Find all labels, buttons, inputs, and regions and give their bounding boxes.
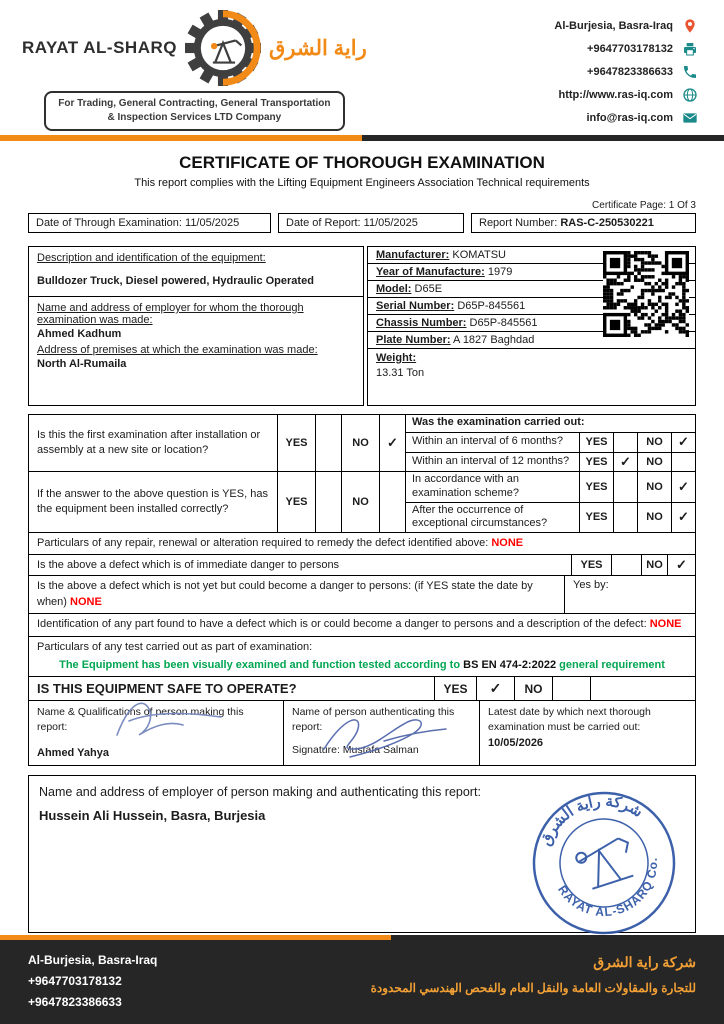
identification-text: Identification of any part found to have a defect which is or could become a danger to persons and a description of the defect:	[37, 618, 647, 631]
yes-label: YES	[579, 433, 613, 452]
contact-website	[554, 87, 698, 103]
first-examination-question: Is this the first examination after installation or assembly at a new site or location?	[37, 429, 261, 456]
interval-6-question: Within an interval of 6 months?	[412, 435, 564, 448]
report-date-value: 11/05/2025	[363, 217, 418, 229]
immediate-danger-yes-checkbox	[611, 555, 641, 575]
contact-fax	[554, 41, 698, 57]
company-name: RAYAT AL-SHARQ	[22, 38, 177, 57]
test-particulars-row	[29, 636, 695, 677]
report-number-label: Report Number:	[479, 217, 558, 229]
test-result-standard: BS EN 474-2:2022	[463, 658, 557, 671]
no-label: NO	[637, 503, 671, 533]
signature-section	[28, 700, 696, 765]
repair-particulars-text: Particulars of any repair, renewal or alteration required to remedy the defect identified above:	[37, 537, 489, 549]
employer-value: Ahmed Kadhum	[37, 328, 122, 340]
equipment-description-box	[28, 246, 364, 406]
footer-arabic-block	[371, 950, 696, 1016]
safe-row-filler	[590, 677, 695, 700]
plate-value: A 1827 Baghdad	[453, 334, 535, 346]
company-tagline	[44, 91, 344, 131]
test-result-prefix: The Equipment has been visually examined and function tested according to	[59, 658, 461, 671]
weight-label: Weight:	[376, 352, 417, 364]
no-label: NO	[637, 453, 671, 472]
premises-value: North Al-Rumaila	[37, 358, 127, 370]
contact-website-text: http://www.ras-iq.com	[558, 89, 673, 101]
contact-block	[554, 10, 698, 131]
weight-value: 13.31 Ton	[376, 367, 425, 379]
contact-address	[554, 18, 698, 34]
stamp-english-text: RAYAT AL-SHARQ Co.	[555, 856, 661, 919]
scheme-question: In accordance with an examination scheme?	[412, 473, 520, 499]
contact-phone	[554, 64, 698, 80]
report-number-value: RAS-C-250530221	[560, 217, 654, 229]
next-examination-cell	[480, 701, 695, 764]
page-subtitle: This report complies with the Lifting Equipment Engineers Association Technical requirements	[134, 177, 590, 189]
safe-yes-checkbox: ✓	[476, 677, 514, 700]
test-result-suffix: general requirement	[559, 658, 665, 671]
test-result-line	[37, 658, 687, 673]
header	[0, 0, 724, 135]
yes-label: YES	[579, 472, 613, 502]
exam-date-cell	[28, 213, 271, 233]
future-danger-question	[29, 576, 564, 613]
safe-to-operate-question: IS THIS EQUIPMENT SAFE TO OPERATE?	[37, 681, 297, 697]
phone-icon	[682, 64, 698, 80]
page-title: CERTIFICATE OF THOROUGH EXAMINATION	[179, 153, 545, 172]
tagline-line2: & Inspection Services LTD Company	[107, 112, 282, 123]
yes-by-cell: Yes by:	[564, 576, 695, 613]
footer	[0, 940, 724, 1024]
scheme-no-checkbox: ✓	[671, 472, 695, 502]
future-danger-value: NONE	[70, 595, 102, 608]
contact-address-text: Al-Burjesia, Basra-Iraq	[554, 20, 673, 32]
report-date-cell	[278, 213, 464, 233]
contact-phone-text: +9647823386633	[587, 66, 673, 78]
chassis-label: Chassis Number:	[376, 317, 467, 329]
dates-row	[28, 213, 696, 233]
equipment-section	[28, 246, 696, 406]
footer-arabic-tagline: للتجارة والمقاولات العامة والنقل العام والفحص الهندسي المحدودة	[370, 981, 696, 995]
no-label: NO	[514, 677, 552, 700]
description-value: Bulldozer Truck, Diesel powered, Hydraulic Operated	[37, 275, 314, 287]
interval-6-yes-checkbox	[613, 433, 637, 452]
contact-email-text: info@ras-iq.com	[586, 112, 673, 124]
next-examination-label: Latest date by which next thorough examination must be carried out:	[488, 706, 651, 733]
interval-12-no-checkbox	[671, 453, 695, 472]
report-number-cell	[471, 213, 696, 233]
certificate-page-number: Certificate Page: 1 Of 3	[592, 200, 696, 211]
exam-row-first-examination	[29, 415, 695, 471]
maker-signature-cell	[29, 701, 284, 764]
no-label: NO	[341, 472, 379, 532]
exam-date-value: 11/05/2025	[185, 217, 240, 229]
signature-label: Signature:	[292, 743, 340, 756]
manufacturer-value: KOMATSU	[452, 249, 506, 261]
no-label: NO	[637, 433, 671, 452]
future-danger-row	[29, 575, 695, 613]
footer-address: Al-Burjesia, Basra-Iraq	[28, 953, 158, 967]
first-examination-yes-checkbox	[315, 415, 341, 471]
contact-email	[554, 110, 698, 126]
identification-value: NONE	[649, 618, 682, 631]
exam-row-installed-correctly	[29, 471, 695, 532]
next-examination-date: 10/05/2026	[488, 736, 544, 749]
immediate-danger-row	[29, 554, 695, 575]
carried-out-block	[405, 415, 695, 471]
email-icon	[682, 110, 698, 126]
interval-12-question: Within an interval of 12 months?	[412, 454, 570, 467]
scheme-block	[405, 472, 695, 532]
equipment-details-box	[367, 246, 696, 406]
plate-label: Plate Number:	[376, 334, 451, 346]
yes-label: YES	[579, 503, 613, 533]
scheme-row	[406, 472, 695, 502]
first-examination-no-checkbox: ✓	[379, 415, 405, 471]
yes-label: YES	[277, 415, 315, 471]
exceptional-no-checkbox: ✓	[671, 503, 695, 533]
footer-arabic-company-name: شركة راية الشرق	[593, 954, 696, 970]
divider-dark-bar	[362, 135, 724, 141]
authenticator-signature-cell	[284, 701, 480, 764]
manufacturer-label: Manufacturer:	[376, 249, 450, 261]
no-label: NO	[637, 472, 671, 502]
weight-cell	[368, 349, 695, 382]
header-divider	[0, 135, 724, 141]
installed-yes-checkbox	[315, 472, 341, 532]
examination-table	[28, 414, 696, 701]
report-employer-value: Hussein Ali Hussein, Basra, Burjesia	[39, 807, 266, 823]
report-employer-section	[28, 775, 696, 933]
qr-code	[603, 251, 689, 337]
no-label: NO	[341, 415, 379, 471]
stamp-pumpjack-icon	[574, 835, 638, 890]
company-name-arabic: راية الشرق	[268, 36, 367, 60]
stamp-arabic-text: شركة راية الشرق	[537, 792, 646, 848]
yes-label: YES	[571, 555, 611, 575]
main-content	[0, 200, 724, 933]
maker-name: Ahmed Yahya	[37, 746, 109, 759]
exceptional-yes-checkbox	[613, 503, 637, 533]
authenticator-name: Mustafa Salman	[342, 743, 419, 756]
authenticator-signature-line	[292, 743, 471, 757]
interval-12-row	[406, 452, 695, 472]
year-value: 1979	[487, 266, 513, 278]
repair-particulars-value: NONE	[491, 537, 524, 549]
installed-correctly-question: If the answer to the above question is YES, has the equipment been installed correctly?	[37, 488, 268, 515]
safe-to-operate-row	[29, 676, 695, 700]
divider-orange-bar	[0, 135, 362, 141]
interval-12-yes-checkbox: ✓	[613, 453, 637, 472]
yes-label: YES	[579, 453, 613, 472]
interval-6-row	[406, 432, 695, 452]
serial-value: D65P-845561	[457, 300, 526, 312]
gear-pumpjack-logo-icon	[185, 10, 261, 86]
scheme-yes-checkbox	[613, 472, 637, 502]
description-label: Description and identification of the equipment:	[37, 252, 266, 264]
identification-row	[29, 613, 695, 635]
exceptional-question: After the occurrence of exceptional circumstances?	[412, 503, 548, 530]
svg-text:RAYAT AL-SHARQ Co.	[554, 853, 674, 933]
carried-out-header: Was the examination carried out:	[412, 416, 585, 428]
no-label: NO	[641, 555, 667, 575]
report-date-label: Date of Report:	[286, 217, 361, 229]
authenticator-label: Name of person authenticating this report:	[292, 706, 455, 733]
equipment-employer-cell	[29, 297, 363, 405]
exam-date-label: Date of Through Examination:	[36, 217, 182, 229]
footer-phone2: +9647823386633	[28, 995, 122, 1009]
safe-no-checkbox	[552, 677, 590, 700]
tagline-line1: For Trading, General Contracting, General Transportation	[58, 98, 331, 109]
immediate-danger-question: Is the above a defect which is of immediate danger to persons	[37, 559, 340, 572]
installed-no-checkbox	[379, 472, 405, 532]
chassis-value: D65P-845561	[469, 317, 538, 329]
footer-phone1: +9647703178132	[28, 974, 122, 988]
serial-label: Serial Number:	[376, 300, 455, 312]
contact-fax-text: +9647703178132	[587, 43, 673, 55]
yes-label: YES	[277, 472, 315, 532]
maker-label: Name & Qualifications of person making this report:	[37, 706, 244, 733]
globe-icon	[682, 87, 698, 103]
interval-6-no-checkbox: ✓	[671, 433, 695, 452]
maker-signature-scribble	[109, 695, 229, 741]
year-label: Year of Manufacture:	[376, 266, 485, 278]
location-pin-icon	[682, 18, 698, 34]
immediate-danger-no-checkbox: ✓	[667, 555, 695, 575]
exceptional-row	[406, 502, 695, 533]
equipment-description-cell	[29, 247, 363, 297]
premises-label: Address of premises at which the examination was made:	[37, 344, 318, 356]
report-employer-label: Name and address of employer of person making and authenticating this report:	[39, 784, 481, 799]
model-value: D65E	[414, 283, 443, 295]
test-particulars-label: Particulars of any test carried out as part of examination:	[37, 640, 313, 653]
yes-label: YES	[434, 677, 476, 700]
company-logo	[22, 10, 367, 131]
model-label: Model:	[376, 283, 412, 295]
repair-particulars-row	[29, 532, 695, 554]
footer-contact-block	[28, 950, 157, 1016]
fax-icon	[682, 41, 698, 57]
employer-label: Name and address of employer for whom the thorough examination was made:	[37, 302, 304, 326]
future-danger-text: Is the above a defect which is not yet but could become a danger to persons: (if YES state the date by when)	[37, 580, 533, 608]
